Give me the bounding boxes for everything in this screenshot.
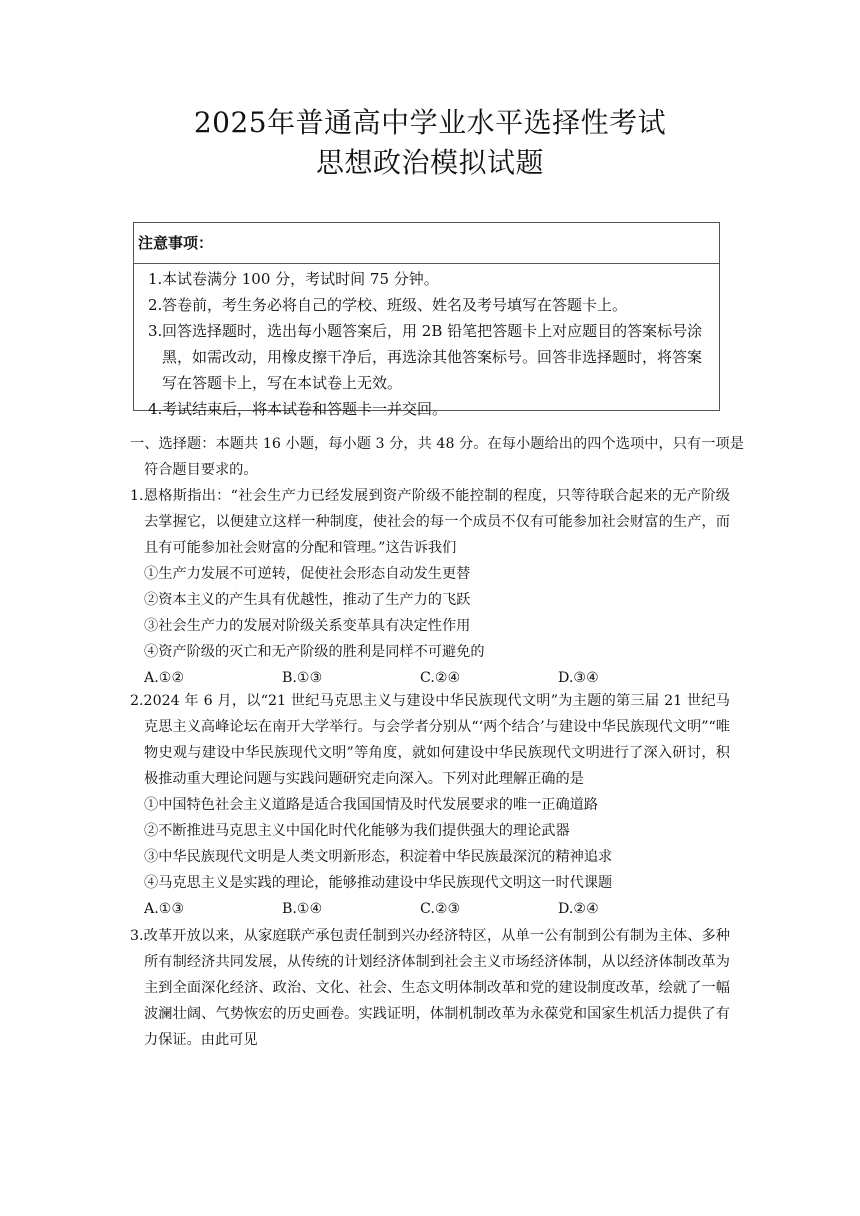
question-stem: 2.2024 年 6 月，以“21 世纪马克思主义与建设中华民族现代文明”为主题的第三届 21 世纪马克思主义高峰论坛在南开大学举行。与会学者分别从“‘两个结合’与建设中华民族现代文明”“唯物史观与建设中华民族现代文明”等角度，就如何建设中华民族现代文明进行了深入研讨，积极推动重大理论问题与实践问题研究走向深入。下列对此理解正确的是 (130, 693, 730, 787)
notice-item-text: 答卷前，考生务必将自己的学校、班级、姓名及考号填写在答题卡上。 (162, 296, 628, 314)
notice-item-number: 3. (148, 322, 163, 340)
answer-choices (130, 896, 730, 922)
choice-c: C.②③ (420, 901, 461, 917)
question-stem: 3.改革开放以来，从家庭联产承包责任制到兴办经济特区，从单一公有制到公有制为主体、多种所有制经济共同发展，从传统的计划经济体制到社会主义市场经济体制，从以经济体制改革为主到全面深化经济、政治、文化、社会、生态文明体制改革和党的建设制度改革，绘就了一幅波澜壮阔、气势恢宏的历史画卷。实践证明，体制机制改革为永葆党和国家生机活力提供了有力保证。由此可见 (130, 928, 730, 1048)
statement-option: ③中华民族现代文明是人类文明新形态，积淀着中华民族最深沉的精神追求 (144, 849, 613, 865)
notice-box (133, 222, 720, 418)
notice-item-number: 2. (148, 296, 163, 314)
question-3 (130, 923, 730, 1053)
choice-b: B.①③ (282, 670, 323, 686)
statement-option: ③社会生产力的发展对阶级关系变革具有决定性作用 (144, 618, 471, 634)
notice-list (134, 264, 719, 422)
notice-item (148, 266, 713, 292)
statement-option: ②资本主义的产生具有优越性，推动了生产力的飞跃 (144, 592, 471, 608)
choice-d: D.③④ (558, 670, 599, 686)
notice-item-text: 回答选择题时，选出每小题答案后，用 2B 铅笔把答题卡上对应题目的答案标号涂黑，如需改动，用橡皮擦干净后，再选涂其他答案标号。回答非选择题时，将答案写在答题卡上，写在本试卷上无效。 (162, 322, 703, 392)
exam-title: 2025年普通高中学业水平选择性考试 (193, 106, 667, 139)
choice-a: A.①③ (144, 901, 185, 917)
statement-option: ②不断推进马克思主义中国化时代化能够为我们提供强大的理论武器 (144, 823, 570, 839)
choice-b: B.①④ (282, 901, 323, 917)
notice-item-number: 4. (148, 400, 163, 418)
choice-c: C.②④ (420, 670, 461, 686)
notice-item-text: 本试卷满分 100 分，考试时间 75 分钟。 (162, 270, 439, 288)
notice-item (148, 318, 713, 396)
choice-d: D.②④ (558, 901, 599, 917)
notice-item (148, 292, 713, 318)
statement-option: ④资产阶级的灭亡和无产阶级的胜利是同样不可避免的 (144, 644, 485, 660)
section-heading: 一、选择题：本题共 16 小题，每小题 3 分，共 48 分。在每小题给出的四个选项中，只有一项是符合题目要求的。 (130, 436, 744, 478)
choice-a: A.①② (144, 670, 185, 686)
statement-option: ④马克思主义是实践的理论，能够推动建设中华民族现代文明这一时代课题 (144, 875, 613, 891)
notice-item-number: 1. (148, 270, 163, 288)
notice-item-text: 考试结束后，将本试卷和答题卡一并交回。 (162, 400, 448, 418)
question-stem: 1.恩格斯指出：“社会生产力已经发展到资产阶级不能控制的程度，只等待联合起来的无产阶级去掌握它，以便建立这样一种制度，使社会的每一个成员不仅有可能参加社会财富的生产，而且有可能参加社会财富的分配和管理。”这告诉我们 (130, 488, 730, 556)
notice-heading: 注意事项： (134, 223, 719, 264)
statement-option: ①生产力发展不可逆转，促使社会形态自动发生更替 (144, 566, 471, 582)
question-1 (130, 483, 730, 691)
notice-item (148, 396, 713, 422)
question-2 (130, 688, 730, 922)
exam-subtitle: 思想政治模拟试题 (315, 146, 544, 179)
statement-option: ①中国特色社会主义道路是适合我国国情及时代发展要求的唯一正确道路 (144, 797, 599, 813)
